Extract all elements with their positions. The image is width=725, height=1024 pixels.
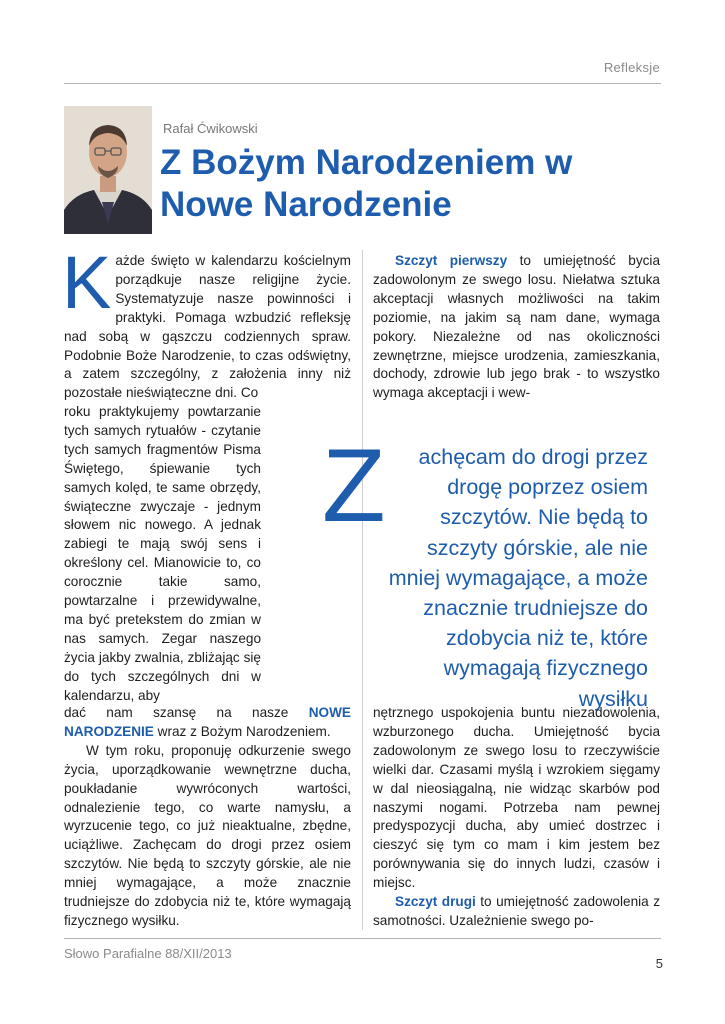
keyword-first-peak: Szczyt pierwszy xyxy=(395,253,508,268)
pull-quote-text: achęcam do drogi przez drogę poprzez osiem szczytów. Nie będą to szczyty górskie, ale nie mniej wymagające, a może znacznie trudniejsze do zdobycia niż te, które wymagają fizycznego wysiłku xyxy=(388,445,648,711)
article-title: Z Bożym Narodzeniem w Nowe Narodzenie xyxy=(160,143,573,224)
wrapped-paragraph: roku praktykujemy powtarzanie tych samych rytuałów - czytanie tych samych fragmentów Pisma Świętego, śpiewanie tych samych kolęd, te same obrzędy, świąteczne zwyczaje - jednym słowem nic nowego. A jednak zabiegi te mają swój sens i określony cel. Mianowicie to, co corocznie takie samo, powtarzalne i przewidywalne, ma być pretekstem do zmian w nas samych. Zegar naszego życia jakby zwalnia, zbliżając się do tych szczególnych dni w kalendarzu, aby xyxy=(64,404,261,703)
header-rule xyxy=(64,83,661,84)
proposal-paragraph: W tym roku, proponuję odkurzenie swego życia, uporządkowanie wewnętrzne ducha, poukładanie wywróconych wartości, odnalezienie tego, co warte namysłu, a wyrzucenie tego, co już nieaktualne, zbędne, uciążliwe. Zachęcam do drogi przez osiem szczytów. Nie będą to szczyty górskie, ale nie mniej wymagające, a może znacznie trudniejsze do zdobycia niż te, które wymagają fizycznego wysiłku. xyxy=(64,742,351,928)
keyword-nowe-narodzenie: NOWE NARODZENIE xyxy=(64,705,351,739)
first-peak-paragraph: Szczyt pierwszy to umiejętność bycia zadowolonym ze swego losu. Niełatwa sztuka akceptacji własnych możliwości na takim poziomie, na jakim są nam dane, wymaga pokory. Niezależne od nas okoliczności zewnętrzne, miejsce urodzenia, zamieszkania, dochody, zdrowie lub jego brak - to wszystko wymaga akceptacji i wew- xyxy=(373,253,661,401)
page-number: 5 xyxy=(655,956,663,971)
right-column-top xyxy=(373,252,660,403)
pull-quote-cap: Z xyxy=(322,428,386,544)
intro-paragraph xyxy=(62,241,351,403)
author-name: Rafał Ćwikowski xyxy=(163,121,258,136)
publication-info: Słowo Parafialne 88/XII/2013 xyxy=(64,946,232,961)
left-column-continuation xyxy=(64,704,351,931)
author-photo xyxy=(64,106,152,234)
keyword-second-peak: Szczyt drugi xyxy=(395,894,476,910)
drop-cap: K xyxy=(62,241,112,324)
first-peak-continuation: nętrznego uspokojenia buntu niezadowolenia, wzburzonego ducha. Umiejętność bycia zadowolonym ze swego losu to rzeczywiście wielki dar. Czasami myślą i wzrokiem sięgamy w dal nieosiągalną, nie widząc skarbów pod naszymi nogami. Potrzeba nam pewnej predyspozycji ducha, aby umieć dostrzec i cieszyć się tym co mam i kim jestem bez porównywania się do innych ludzi, czasów i miejsc. xyxy=(373,705,660,891)
new-birth-paragraph: dać nam szansę na nasze NOWE NARODZENIE wraz z Bożym Narodzeniem. xyxy=(64,705,351,739)
pull-quote xyxy=(296,428,648,711)
right-column-bottom xyxy=(373,704,660,931)
footer-rule xyxy=(64,938,661,939)
intro-text: ażde święto w kalendarzu kościelnym porządkuje nasze religijne życie. Systematyzuje nasze powinności i praktyki. Pomaga wzbudzić refleksję nad sobą w gąszczu codziennych spraw. Podobnie Boże Narodzenie, to czas odświętny, a zatem szczególny, z założenia inny niż pozostałe nieświąteczne dni. Co xyxy=(64,253,351,401)
section-label: Refleksje xyxy=(603,60,660,75)
second-peak-paragraph: Szczyt drugi to umiejętność zadowolenia z samotności. Uzależnienie swego po- xyxy=(373,894,660,928)
